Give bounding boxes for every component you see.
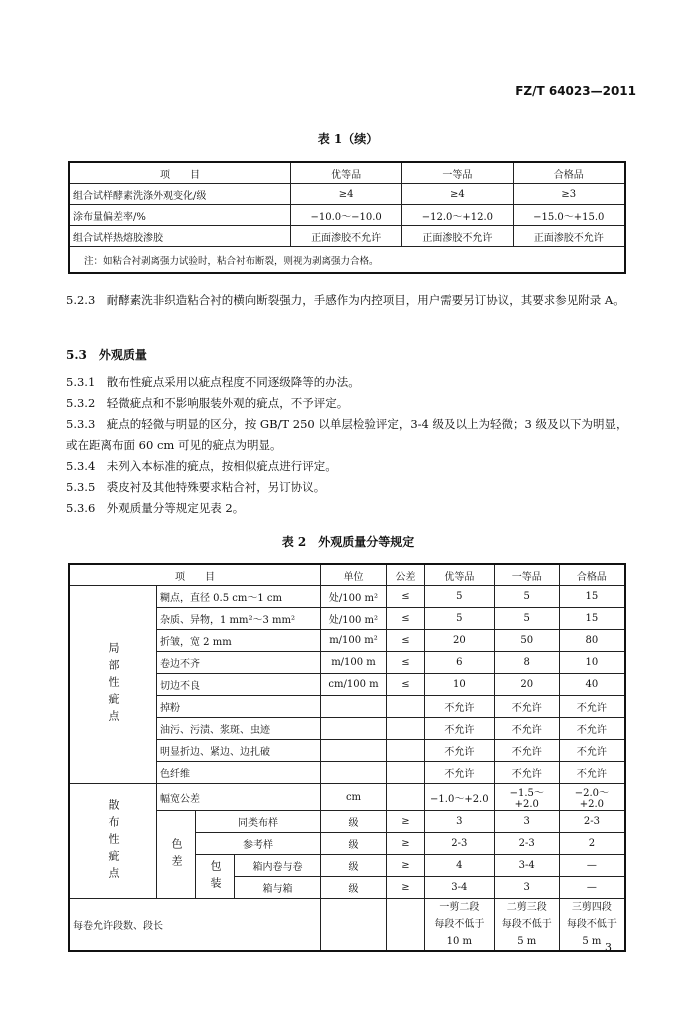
table-cell: 级 [321, 855, 387, 877]
table-cell: 不允许 [559, 762, 625, 784]
table-cell: −2.0～+2.0 [559, 784, 625, 811]
segment-count: 一剪二段 [439, 902, 480, 913]
table1-note: 注：如粘合衬剥离强力试验时，粘合衬布断裂，则视为剥离强力合格。 [69, 247, 625, 274]
table-cell: m/100 m² [321, 630, 387, 652]
table-cell [387, 899, 425, 952]
table2-header: 合格品 [559, 564, 625, 586]
table-cell: 正面渗胶不允许 [291, 226, 402, 247]
table-cell: 2-3 [559, 811, 625, 833]
table-cell: 处/100 m² [321, 608, 387, 630]
table-cell: ≤ [387, 586, 425, 608]
table-cell: 15 [559, 586, 625, 608]
table-row [69, 205, 625, 226]
table-cell: cm/100 m [321, 674, 387, 696]
table-cell: 不允许 [494, 740, 559, 762]
table-cell: 油污、污渍、浆斑、虫迹 [157, 718, 321, 740]
table2-header-row [69, 564, 625, 586]
table-cell: 不允许 [425, 740, 495, 762]
table-cell: 参考样 [196, 833, 321, 855]
table1-header-row [69, 162, 625, 184]
table1-header: 项 目 [69, 162, 291, 184]
table-cell: cm [321, 784, 387, 811]
table-cell [425, 899, 495, 952]
paragraph-5-3-4: 5.3.4 未列入本标准的疵点，按相似疵点进行评定。 [66, 459, 337, 473]
table-cell: 折皱，宽 2 mm [157, 630, 321, 652]
table-cell: 处/100 m² [321, 586, 387, 608]
table-cell: 不允许 [425, 696, 495, 718]
table-row [69, 226, 625, 247]
table-cell [387, 696, 425, 718]
table1-header: 优等品 [291, 162, 402, 184]
table-cell: 不允许 [559, 718, 625, 740]
table-cell: 涂布量偏差率/% [69, 205, 291, 226]
group-label-scatter: 散布性疵点 [69, 784, 157, 899]
table-cell: 20 [494, 674, 559, 696]
table-cell: 同类布样 [196, 811, 321, 833]
table2 [68, 563, 626, 952]
table-cell: 80 [559, 630, 625, 652]
table-cell: ≥ [387, 877, 425, 899]
table1-caption: 表 1（续） [317, 132, 379, 146]
paragraph-5-3-5: 5.3.5 裘皮衬及其他特殊要求粘合衬，另订协议。 [66, 480, 326, 494]
segment-length: 每段不低于 10 m [434, 919, 485, 947]
color-diff-label: 色差 [157, 811, 196, 899]
table-cell: 不允许 [494, 718, 559, 740]
table-cell: 10 [425, 674, 495, 696]
table-cell: 3 [494, 811, 559, 833]
table-cell: 正面渗胶不允许 [402, 226, 513, 247]
table-cell: 掉粉 [157, 696, 321, 718]
table-cell: ≤ [387, 652, 425, 674]
table-row [69, 899, 625, 952]
table-cell: 2-3 [494, 833, 559, 855]
table-row [69, 586, 625, 608]
table-cell: −1.0～+2.0 [425, 784, 495, 811]
table-cell [321, 899, 387, 952]
packaging-label: 包装 [196, 855, 235, 899]
table-cell: 4 [425, 855, 495, 877]
table-cell [387, 718, 425, 740]
table-cell: 卷边不齐 [157, 652, 321, 674]
table-cell: ≤ [387, 674, 425, 696]
table-cell [559, 899, 625, 952]
table-cell: — [559, 855, 625, 877]
table-cell: 每卷允许段数、段长 [69, 899, 321, 952]
segment-count: 二剪三段 [506, 902, 547, 913]
table-cell: ≥4 [402, 184, 513, 205]
table-cell: 3 [425, 811, 495, 833]
table-cell: 不允许 [494, 762, 559, 784]
table-cell: 级 [321, 811, 387, 833]
table-cell: 色纤维 [157, 762, 321, 784]
table-cell [494, 899, 559, 952]
table-cell [321, 740, 387, 762]
table-cell: ≥4 [291, 184, 402, 205]
table-cell: 8 [494, 652, 559, 674]
standard-code: FZ/T 64023—2011 [515, 84, 636, 98]
table-cell: −15.0～+15.0 [513, 205, 625, 226]
table2-header: 项 目 [69, 564, 321, 586]
table-cell: 级 [321, 833, 387, 855]
table-cell: 6 [425, 652, 495, 674]
table-cell [321, 762, 387, 784]
table-cell: 3-4 [494, 855, 559, 877]
table-cell: 箱与箱 [235, 877, 321, 899]
table2-caption: 表 2 外观质量分等规定 [281, 535, 415, 549]
table-cell: 5 [425, 608, 495, 630]
table-cell: 级 [321, 877, 387, 899]
table-cell [321, 696, 387, 718]
table-cell: 组合试样热熔胶渗胶 [69, 226, 291, 247]
table1-header: 合格品 [513, 162, 625, 184]
table-cell [387, 740, 425, 762]
table-cell: 5 [494, 608, 559, 630]
table-cell: 不允许 [559, 696, 625, 718]
table-cell: 箱内卷与卷 [235, 855, 321, 877]
table-cell: 15 [559, 608, 625, 630]
table2-header: 一等品 [494, 564, 559, 586]
page-number: 3 [605, 941, 612, 954]
paragraph-5-3-1: 5.3.1 散布性疵点采用以疵点程度不同逐级降等的办法。 [66, 375, 360, 389]
table1-header: 一等品 [402, 162, 513, 184]
table-cell: 糊点，直径 0.5 cm～1 cm [157, 586, 321, 608]
table2-header: 公差 [387, 564, 425, 586]
table-cell: ≥ [387, 811, 425, 833]
table-cell: m/100 m [321, 652, 387, 674]
table-cell: 5 [494, 586, 559, 608]
paragraph-5-3-2: 5.3.2 轻微疵点和不影响服装外观的疵点，不予评定。 [66, 396, 349, 410]
table-cell: ≥ [387, 855, 425, 877]
paragraph-5-3-6: 5.3.6 外观质量分等规定见表 2。 [66, 501, 245, 515]
section-heading-5-3: 5.3 外观质量 [66, 348, 147, 362]
table-cell: ≥3 [513, 184, 625, 205]
table-cell: 20 [425, 630, 495, 652]
table-cell: −10.0～−10.0 [291, 205, 402, 226]
table-cell: ≤ [387, 608, 425, 630]
table-row [69, 184, 625, 205]
table-cell: 10 [559, 652, 625, 674]
table-cell [387, 762, 425, 784]
table2-header: 优等品 [425, 564, 495, 586]
table-cell: 组合试样酵素洗涤外观变化/级 [69, 184, 291, 205]
table-cell: 幅宽公差 [157, 784, 321, 811]
table-cell: 不允许 [425, 762, 495, 784]
table-cell: ≤ [387, 630, 425, 652]
segment-length: 每段不低于 5 m [566, 919, 617, 947]
table-row [69, 784, 625, 811]
table-cell: 不允许 [559, 740, 625, 762]
table-cell: 40 [559, 674, 625, 696]
table-cell: 50 [494, 630, 559, 652]
table-cell: 2-3 [425, 833, 495, 855]
table1-note-row [69, 247, 625, 274]
table-cell: 杂质、异物，1 mm²～3 mm² [157, 608, 321, 630]
table-cell: ≥ [387, 833, 425, 855]
table-cell: 明显折边、紧边、边扎破 [157, 740, 321, 762]
table-cell: 5 [425, 586, 495, 608]
table-cell: 3 [494, 877, 559, 899]
segment-count: 三剪四段 [571, 902, 612, 913]
table-cell: 正面渗胶不允许 [513, 226, 625, 247]
table-cell: 不允许 [425, 718, 495, 740]
paragraph-5-3-3: 5.3.3 疵点的轻微与明显的区分，按 GB/T 250 以单层检验评定，3-4 级及以上为轻微；3 级及以下为明显，或在距离布面 60 cm 可见的疵点为明显。 [66, 417, 628, 452]
table-cell: −1.5～+2.0 [494, 784, 559, 811]
table-cell: −12.0～+12.0 [402, 205, 513, 226]
segment-length: 每段不低于 5 m [501, 919, 552, 947]
table-cell: 不允许 [494, 696, 559, 718]
table-cell: 2 [559, 833, 625, 855]
table-cell: 切边不良 [157, 674, 321, 696]
group-label-local: 局部性疵点 [69, 586, 157, 784]
table-cell [387, 784, 425, 811]
table1 [68, 161, 626, 274]
table-cell: — [559, 877, 625, 899]
table2-header: 单位 [321, 564, 387, 586]
table-cell: 3-4 [425, 877, 495, 899]
paragraph-5-2-3: 5.2.3 耐酵素洗非织造粘合衬的横向断裂强力，手感作为内控项目，用户需要另订协议，其要求参见附录 A。 [66, 293, 625, 307]
table-cell [321, 718, 387, 740]
